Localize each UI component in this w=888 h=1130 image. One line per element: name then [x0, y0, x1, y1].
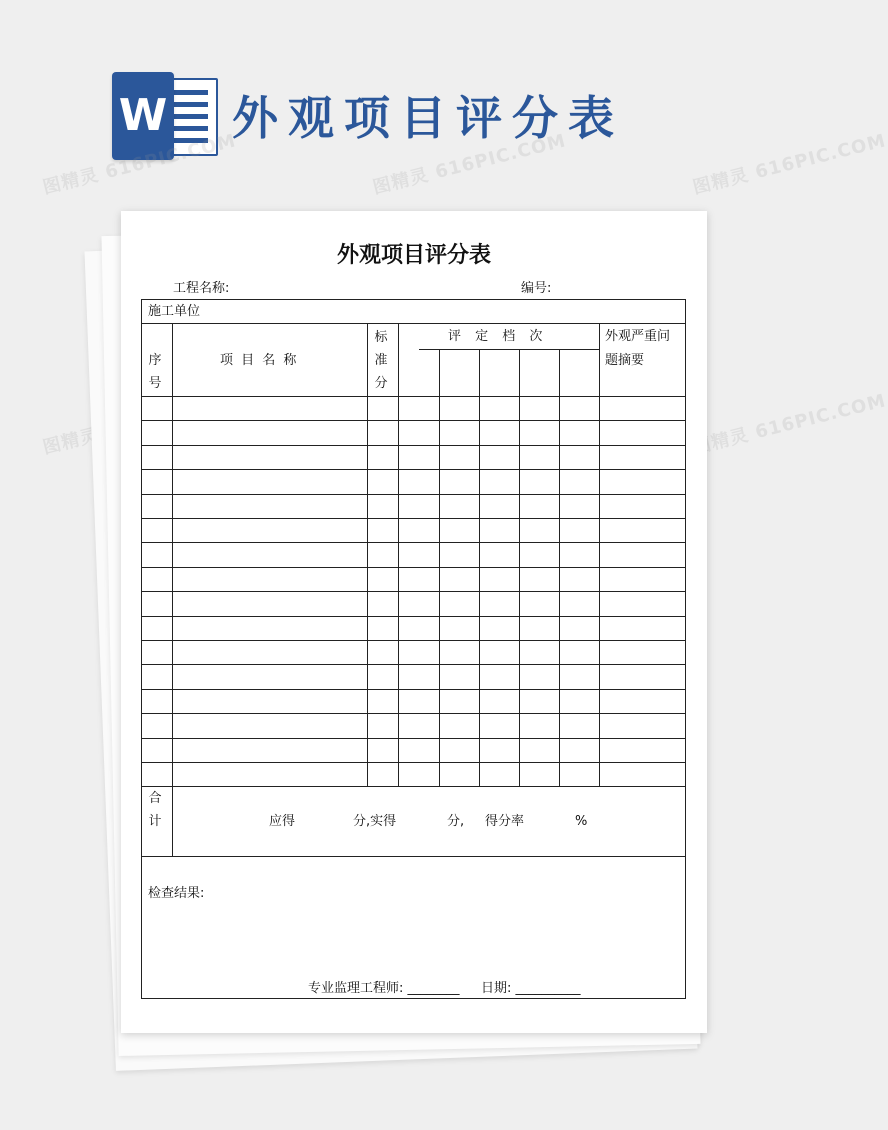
- table-row-line: [142, 713, 685, 714]
- word-logo-box: [112, 72, 174, 160]
- table-row-line: [142, 396, 685, 397]
- table-row-line: [142, 762, 685, 763]
- table-row-line: [142, 323, 685, 324]
- col-std-char-2: 准: [374, 353, 388, 368]
- table-row-line: [142, 494, 685, 495]
- banner-title: 外观项目评分表: [232, 91, 624, 145]
- col-item-name-header: 项 目 名 称: [220, 353, 299, 368]
- table-row-line: [142, 640, 685, 641]
- table-row-line: [142, 689, 685, 690]
- engineer-signature-label: 专业监理工程师: ________: [308, 981, 460, 996]
- check-result-label: 检查结果:: [148, 886, 205, 901]
- watermark: 图精灵 616PIC.COM: [690, 390, 888, 459]
- document-title: 外观项目评分表: [336, 243, 491, 268]
- table-row-line: [142, 567, 685, 568]
- score-rate-label: 得分率: [485, 814, 525, 829]
- word-logo-icon: [112, 72, 216, 160]
- table-column-line: [479, 349, 480, 786]
- table-column-line: [172, 323, 173, 856]
- logo-letter: W: [118, 90, 168, 141]
- table-row-line: [142, 469, 685, 470]
- construction-unit-label: 施工单位: [148, 304, 201, 319]
- table-column-line: [439, 349, 440, 786]
- percent-sign: %: [575, 814, 588, 829]
- col-issue-header-line-1: 外观严重问: [605, 329, 671, 344]
- date-label: 日期: __________: [481, 981, 581, 996]
- total-char-1: 合: [148, 791, 162, 806]
- table-column-line: [398, 323, 399, 786]
- document-page: [121, 211, 707, 1033]
- table-row-line: [142, 856, 685, 857]
- table-column-line: [599, 323, 600, 786]
- table-column-line: [367, 323, 368, 786]
- col-std-char-1: 标: [374, 330, 388, 345]
- watermark: 图精灵 616PIC.COM: [40, 130, 239, 199]
- col-seq-char-1: 序: [148, 353, 162, 368]
- table-column-line: [519, 349, 520, 786]
- table-row-line: [142, 591, 685, 592]
- watermark: 图精灵: [40, 424, 102, 459]
- table-row-line: [142, 738, 685, 739]
- table-row-line: [142, 445, 685, 446]
- table-row-line: [142, 616, 685, 617]
- project-name-label: 工程名称:: [173, 281, 230, 296]
- total-char-2: 计: [148, 814, 162, 829]
- watermark: 图精灵 616PIC.COM: [370, 130, 569, 199]
- table-row-line: [142, 542, 685, 543]
- table-row-line: [142, 786, 685, 787]
- col-seq-char-2: 号: [148, 376, 162, 391]
- table-row-line: [419, 349, 599, 350]
- score-table: [141, 299, 686, 999]
- table-row-line: [142, 420, 685, 421]
- watermark: 图精灵 616PIC.COM: [690, 130, 888, 199]
- table-row-line: [142, 664, 685, 665]
- col-issue-header-line-2: 题摘要: [605, 353, 645, 368]
- col-grade-header: 评 定 档 次: [448, 329, 548, 344]
- should-get-label: 应得: [269, 814, 296, 829]
- points-label: 分,: [447, 814, 465, 829]
- actual-score-label: 分,实得: [353, 814, 397, 829]
- table-row-line: [142, 518, 685, 519]
- table-column-line: [559, 349, 560, 786]
- serial-number-label: 编号:: [521, 281, 552, 296]
- col-std-char-3: 分: [374, 376, 388, 391]
